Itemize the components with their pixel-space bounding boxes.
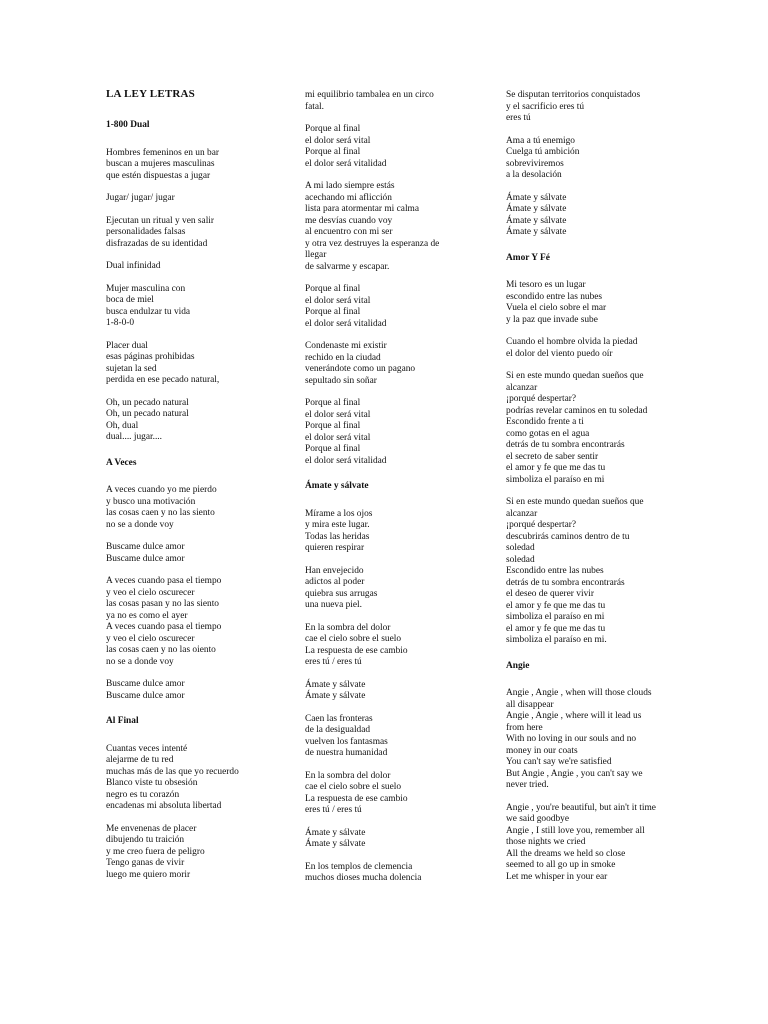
lyric-line: y la paz que invade sube [506,314,598,325]
lyric-line: el dolor será vitalidad [305,318,387,329]
lyric-line: el amor y fe que me das tu [506,623,606,634]
lyric-line: eres tú / eres tú [305,657,362,667]
lyric-line: sepultado sin soñar [305,375,377,386]
lyrics-stanza [106,398,282,444]
song-title: Al Final [106,716,139,726]
lyric-line: Ámate y sálvate [506,192,567,203]
lyrics-stanza [106,341,282,387]
lyric-line: el dolor será vital [305,295,371,306]
lyric-line: Angie , Angie , where will it lead us [506,711,642,721]
lyric-line: alcanzar [506,382,538,393]
lyric-line: detrás de tu sombra encontrarás [506,577,625,588]
lyric-line: Buscame dulce amor [106,553,185,564]
lyrics-stanza [305,90,481,113]
lyric-line: Vuela el cielo sobre el mar [506,303,607,313]
lyric-line: A mi lado siempre estás [305,181,395,191]
lyric-line: de la desigualdad [305,725,371,735]
lyric-line: las cosas caen y no las oiento [106,645,216,655]
lyrics-stanza [305,341,481,387]
lyrics-stanza [106,284,282,330]
lyric-line: Angie , I still love you, remember all [506,825,645,836]
lyric-line: Se disputan territorios conquistados [506,90,641,100]
lyrics-stanza [106,824,282,882]
lyric-line: lista para atormentar mi calma [305,204,420,214]
lyric-line: Angie , you're beautiful, but ain't it time [506,802,656,813]
lyric-line: disfrazadas de su identidad [106,238,208,249]
lyric-line: Oh, dual [106,420,139,431]
lyric-line: luego me quiero morir [106,869,191,880]
lyric-line: Mujer masculina con [106,283,186,294]
lyric-line: como gotas en el agua [506,428,590,439]
lyric-line: En los templos de clemencia [305,861,413,872]
lyric-line: acechando mi aflicción [305,192,392,203]
lyric-line: En la sombra del dolor [305,622,391,633]
lyric-line: Porque al final [305,284,361,294]
lyric-line: el deseo de querer vivir [506,589,594,599]
lyric-line: Si en este mundo quedan sueños que [506,497,644,507]
lyric-line: y busco una motivación [106,496,196,507]
lyric-line: soledad [506,543,535,553]
lyric-line: seemed to all go up in smoke [506,860,616,870]
lyric-line: Ámate y sálvate [506,204,567,214]
lyric-line: que estén dispuestas a jugar [106,170,211,181]
lyric-line: busca endulzar tu vida [106,306,191,317]
lyric-line: y me creo fuera de peligro [106,846,205,857]
lyrics-stanza [106,148,282,183]
song-title: A Veces [106,457,137,468]
lyric-line: perdida en ese pecado natural, [106,375,220,385]
lyric-line: Ámate y sálvate [506,215,567,226]
lyric-line: ya no es como el ayer [106,610,188,621]
lyric-line: Porque al final [305,307,361,317]
lyrics-stanza [305,714,481,760]
lyric-line: With no loving in our souls and no [506,734,637,744]
lyric-line: el dolor será vital [305,409,371,420]
lyric-line: no se a donde voy [106,656,174,667]
lyric-line: Buscame dulce amor [106,679,185,689]
lyrics-stanza [106,576,282,668]
lyric-line: Escondido entre las nubes [506,566,604,576]
lyric-line: esas páginas prohibidas [106,352,195,362]
lyrics-stanza [305,181,481,273]
lyric-line: all disappear [506,699,554,710]
lyric-line: adictos al poder [305,577,365,587]
lyric-line: el dolor será vital [305,135,371,146]
lyrics-stanza [506,688,682,792]
lyric-line: encadenas mi absoluta libertad [106,801,222,811]
lyric-line: mi equilibrio tambalea en un circo [305,90,434,100]
column-2 [305,90,481,885]
column-3 [506,90,682,883]
lyrics-stanza [506,337,682,360]
lyrics-stanza [506,497,682,647]
lyric-line: cae el cielo sobre el suelo [305,782,402,792]
lyric-line: y mira este lugar. [305,520,370,530]
lyric-line: de nuestra humanidad [305,748,388,758]
lyric-line: Ejecutan un ritual y ven salir [106,215,215,226]
lyrics-stanza [305,771,481,817]
lyric-line: 1-8-0-0 [106,318,135,328]
lyric-line: Oh, un pecado natural [106,409,189,419]
lyric-line: llegar [305,250,327,260]
lyric-line: Ámate y sálvate [305,839,366,849]
lyrics-stanza [106,261,282,273]
lyric-line: rechido en la ciudad [305,352,381,363]
lyric-line: Ámate y sálvate [305,679,366,690]
lyric-line: Cuelga tú ambición [506,147,580,157]
lyric-line: el secreto de saber sentir [506,451,599,462]
lyrics-stanza [506,193,682,239]
lyrics-stanza [305,124,481,170]
lyric-line: y veo el cielo oscurecer [106,633,195,644]
lyric-line: muchas más de las que yo recuerdo [106,766,239,777]
lyric-line: sobreviviremos [506,158,564,169]
lyric-line: negro es tu corazón [106,789,180,800]
lyric-line: quieren respirar [305,543,365,553]
lyric-line: detrás de tu sombra encontrarás [506,440,625,450]
lyrics-stanza [305,862,481,885]
lyric-line: money in our coats [506,745,578,756]
lyric-line: Dual infinidad [106,261,161,271]
lyric-line: Hombres femeninos en un bar [106,147,219,158]
song-title: Ámate y sálvate [305,481,369,491]
lyric-line: una nueva piel. [305,600,363,610]
lyric-line: Si en este mundo quedan sueños que [506,371,644,381]
lyrics-stanza [106,216,282,251]
lyric-line: Mírame a los ojos [305,508,373,519]
lyrics-stanza [106,744,282,813]
lyrics-stanza [305,566,481,612]
lyric-line: simboliza el paraíso en mi. [506,635,607,645]
lyric-line: eres tú [506,113,531,123]
lyric-line: cae el cielo sobre el suelo [305,634,402,644]
lyric-line: el dolor del viento puedo oír [506,348,613,359]
column-1 [106,120,282,881]
lyrics-stanza [305,828,481,851]
song-title: Amor Y Fé [506,252,550,263]
lyric-line: buscan a mujeres masculinas [106,159,215,169]
lyric-line: el amor y fe que me das tu [506,600,606,611]
lyrics-stanza [305,284,481,330]
lyrics-stanza [305,680,481,703]
lyrics-stanza [305,509,481,555]
lyric-line: soledad [506,554,535,565]
lyric-line: Ámate y sálvate [506,227,567,237]
lyrics-stanza [506,136,682,182]
lyrics-stanza [106,679,282,702]
lyric-line: el dolor será vitalidad [305,455,387,466]
lyric-line: Porque al final [305,398,361,408]
lyric-line: ¡porqué despertar? [506,394,577,404]
lyric-line: y veo el cielo oscurecer [106,587,195,598]
lyric-line: Porque al final [305,421,361,431]
lyric-line: alcanzar [506,508,538,519]
lyric-line: En la sombra del dolor [305,770,391,781]
lyric-line: those nights we cried [506,837,586,847]
lyric-line: A veces cuando pasa el tiempo [106,622,222,632]
lyric-line: alejarme de tu red [106,755,174,765]
lyrics-stanza [106,542,282,565]
page-title: LA LEY LETRAS [106,88,195,100]
lyric-line: Buscame dulce amor [106,542,185,552]
lyrics-stanza [506,90,682,125]
lyric-line: But Angie , Angie , you can't say we [506,768,643,779]
lyric-line: Porque al final [305,444,361,454]
lyrics-stanza [106,193,282,205]
lyric-line: eres tú / eres tú [305,805,362,815]
lyrics-stanza [506,803,682,884]
lyrics-stanza [305,398,481,467]
lyric-line: podrías revelar caminos en tu soledad [506,405,648,416]
lyric-line: de salvarme y escapar. [305,261,390,272]
lyric-line: me desvías cuando voy [305,215,393,226]
lyric-line: Escondido frente a ti [506,417,584,427]
song-title: Angie [506,660,530,671]
lyric-line: no se a donde voy [106,519,174,530]
lyric-line: Angie , Angie , when will those clouds [506,688,652,698]
lyric-line: Cuantas veces intenté [106,743,188,754]
lyric-line: La respuesta de ese cambio [305,793,408,804]
lyric-line: simboliza el paraíso en mi [506,474,605,485]
lyric-line: Tengo ganas de vivir [106,858,185,868]
lyric-line: Han envejecido [305,565,364,576]
lyric-line: Oh, un pecado natural [106,397,189,408]
lyric-line: y el sacrificio eres tú [506,101,585,112]
lyric-line: from here [506,722,543,733]
lyrics-stanza [506,280,682,326]
lyric-line: never tried. [506,780,549,790]
lyric-line: venerándote como un pagano [305,364,416,374]
lyric-line: Placer dual [106,340,148,351]
lyric-line: dual.... jugar.... [106,432,162,442]
lyric-line: simboliza el paraíso en mi [506,612,605,622]
lyric-line: A veces cuando pasa el tiempo [106,576,222,586]
lyric-line: vuelven los fantasmas [305,736,388,747]
lyric-line: y otra vez destruyes la esperanza de [305,238,440,249]
lyric-line: muchos dioses mucha dolencia [305,873,422,883]
lyric-line: descubrirás caminos dentro de tu [506,531,630,542]
lyric-line: el dolor será vital [305,432,371,443]
lyric-line: You can't say we're satisfied [506,757,612,767]
lyrics-stanza [106,485,282,531]
lyrics-stanza [305,623,481,669]
lyric-line: Ámate y sálvate [305,827,366,838]
lyric-line: sujetan la sed [106,363,157,374]
lyrics-stanza [506,371,682,486]
lyric-line: Me envenenas de placer [106,823,197,834]
lyric-line: Porque al final [305,147,361,157]
lyric-line: Blanco viste tu obsesión [106,778,198,788]
lyric-line: Todas las heridas [305,531,370,542]
lyric-line: Porque al final [305,124,361,134]
lyric-line: Mi tesoro es un lugar [506,280,586,290]
lyric-line: las cosas caen y no las siento [106,508,215,518]
lyric-line: Condenaste mi existir [305,341,387,351]
lyric-line: All the dreams we held so close [506,848,626,859]
lyric-line: escondido entre las nubes [506,291,603,302]
lyric-line: el dolor será vitalidad [305,158,387,169]
lyric-line: La respuesta de ese cambio [305,645,408,656]
lyric-line: Cuando el hombre olvida la piedad [506,337,638,347]
lyric-line: A veces cuando yo me pierdo [106,485,217,495]
lyric-line: Ámate y sálvate [305,691,366,701]
lyric-line: el amor y fe que me das tu [506,463,606,473]
lyric-line: al encuentro con mi ser [305,227,393,237]
song-title: 1-800 Dual [106,120,150,130]
lyric-line: Ama a tú enemigo [506,135,575,146]
lyric-line: Let me whisper in your ear [506,871,608,882]
lyric-line: Jugar/ jugar/ jugar [106,193,175,203]
lyric-line: Buscame dulce amor [106,690,185,701]
lyric-line: quiebra sus arrugas [305,588,378,599]
lyric-line: we said goodbye [506,814,570,824]
lyric-line: boca de miel [106,295,154,305]
lyric-line: Caen las fronteras [305,713,373,724]
lyric-line: ¡porqué despertar? [506,520,577,530]
lyric-line: las cosas pasan y no las siento [106,599,219,609]
lyric-line: personalidades falsas [106,227,186,237]
lyric-line: a la desolación [506,170,562,180]
lyric-line: fatal. [305,101,324,112]
lyric-line: dibujendo tu traición [106,835,185,845]
